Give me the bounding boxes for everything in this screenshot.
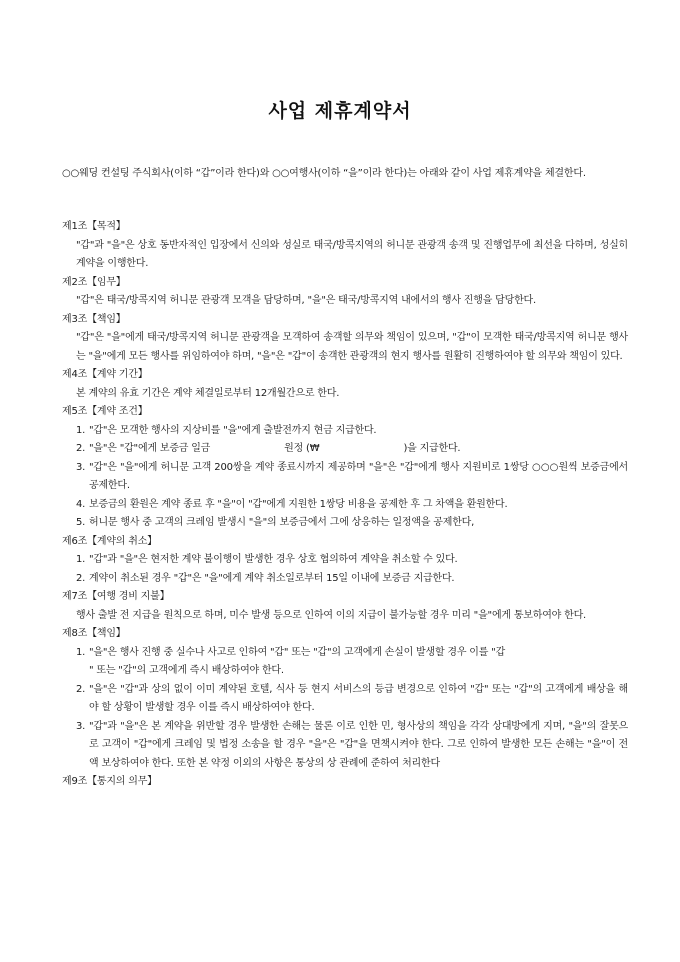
item-text-line: " 또는 "갑"의 고객에게 즉시 배상하여야 한다. (89, 665, 284, 676)
deposit-text-b: 원정 (₩ (284, 443, 320, 454)
article-5-heading: 제5조【계약 조건】 (62, 406, 148, 417)
article-5-item (62, 440, 628, 459)
item-text: 보증금의 환원은 계약 종료 후 "을"이 "갑"에게 지원한 1쌍당 비용을 공제한 후 그 차액을 환원한다. (89, 498, 508, 510)
document-title: 사업 제휴계약서 (268, 100, 412, 122)
item-number: 4. (76, 498, 86, 510)
article-8-item (62, 644, 628, 681)
item-text-line: "을"은 행사 진행 중 실수나 사고로 인하여 "갑" 또는 "갑"의 고객에게 손실이 발생할 경우 이를 "갑 (89, 646, 506, 658)
item-number: 2. (76, 572, 86, 584)
article-2-text: "갑"은 태국/방콕지역 허니문 관광객 모객을 담당하며, "을"은 태국/방콕지역 내에서의 행사 진행을 담당한다. (76, 295, 536, 306)
item-number: 2. (76, 443, 86, 454)
article-2-heading: 제2조【임무】 (62, 276, 126, 288)
article-5-item (62, 459, 628, 496)
article-6-heading: 제6조【계약의 취소】 (62, 535, 157, 547)
item-number: 3. (76, 720, 86, 732)
deposit-text-c: )을 지급한다. (403, 443, 461, 454)
item-text: "을"은 "갑"과 상의 없이 이미 계약된 호텔, 식사 등 현지 서비스의 등급 변경으로 인하여 "갑" 또는 "갑"의 고객에게 배상을 해야 할 상황이 발생할 경우 이를 즉시 배상하여야 한다. (89, 683, 628, 713)
item-number: 3. (76, 461, 86, 473)
article-7-heading: 제7조【여행 경비 지불】 (62, 591, 170, 602)
article-1-text: "갑"과 "을"은 상호 동반자적인 입장에서 신의와 성실로 태국/방콕지역의 허니문 관광객 송객 및 진행업무에 최선을 다하며, 성실히 계약을 이행한다. (76, 239, 628, 269)
articles (62, 218, 628, 792)
article-8-item (62, 718, 628, 774)
item-number: 2. (76, 683, 86, 695)
article-5-item (62, 422, 628, 441)
item-text: 계약이 취소된 경우 "갑"은 "을"에게 계약 취소일로부터 15일 이내에 보증금 지급한다. (89, 572, 455, 584)
intro-paragraph: ○○웨딩 컨설팅 주식회사(이하 “갑”이라 한다)와 ○○여행사(이하 “을”이라 한다)는 아래와 같이 사업 제휴계약을 체결한다. (62, 168, 586, 179)
article-6-item (62, 551, 628, 570)
article-1-heading: 제1조【목적】 (62, 221, 126, 232)
item-text: 허니문 행사 중 고객의 크레임 발생시 "을"의 보증금에서 그에 상응하는 일정액을 공제한다, (89, 517, 475, 528)
article-6-item (62, 570, 628, 589)
item-number: 1. (76, 424, 86, 436)
item-text: "갑"과 "을"은 현저한 계약 불이행이 발생한 경우 상호 협의하여 계약을 취소할 수 있다. (89, 554, 458, 565)
item-text: "갑"과 "을"은 본 계약을 위반할 경우 발생한 손해는 물론 이로 인한 민, 형사상의 책임을 각각 상대방에게 지며, "을"의 잘못으로 고객이 "갑"에게 크레임 및 법정 소송을 할 경우 "을"은 "갑"을 면책시켜야 한다. 그로 인하여 발생한 모든 손해는 "을"이 전액 보상하여야 한다. 또한 본 약정 이외의 사항은 통상의 상 관례에 준하여 처리한다 (89, 720, 628, 769)
article-8-heading: 제8조【책임】 (62, 628, 126, 639)
article-5-item (62, 496, 628, 515)
item-number: 5. (76, 517, 86, 528)
item-number: 1. (76, 646, 86, 658)
item-text (89, 440, 628, 459)
article-3-text: "갑"은 "을"에게 태국/방콕지역 허니문 관광객을 모객하여 송객할 의무와 책임이 있으며, "갑"이 모객한 태국/방콕지역 허니문 행사는 "을"에게 모든 행사를 위임하여야 하며, "을"은 "갑"이 송객한 관광객의 현지 행사를 원활히 진행하여야 할 의무와 책임이 있다. (76, 332, 628, 362)
article-4-heading: 제4조【계약 기간】 (62, 369, 148, 380)
item-text: "갑"은 "을"에게 허니문 고객 200쌍을 계약 종료시까지 제공하며 "을"은 "갑"에게 행사 지원비로 1쌍당 ○○○원씩 보증금에서 공제한다. (89, 461, 628, 491)
article-8-item (62, 681, 628, 718)
item-text: "갑"은 모객한 행사의 지상비를 "을"에게 출발전까지 현금 지급한다. (89, 424, 377, 436)
item-number: 1. (76, 554, 86, 565)
article-7-text: 행사 출발 전 지급을 원칙으로 하며, 미수 발생 등으로 인하여 이의 지급이 불가능할 경우 미리 "을"에게 통보하여야 한다. (76, 609, 587, 621)
article-4-text: 본 계약의 유효 기간은 계약 체결일로부터 12개월간으로 한다. (76, 387, 340, 399)
deposit-text-a: "을"은 "갑"에게 보증금 일금 (89, 443, 211, 454)
article-9-heading: 제9조【통지의 의무】 (62, 776, 157, 787)
item-text (89, 644, 628, 681)
article-3-heading: 제3조【책임】 (62, 313, 126, 325)
article-5-item (62, 514, 628, 533)
